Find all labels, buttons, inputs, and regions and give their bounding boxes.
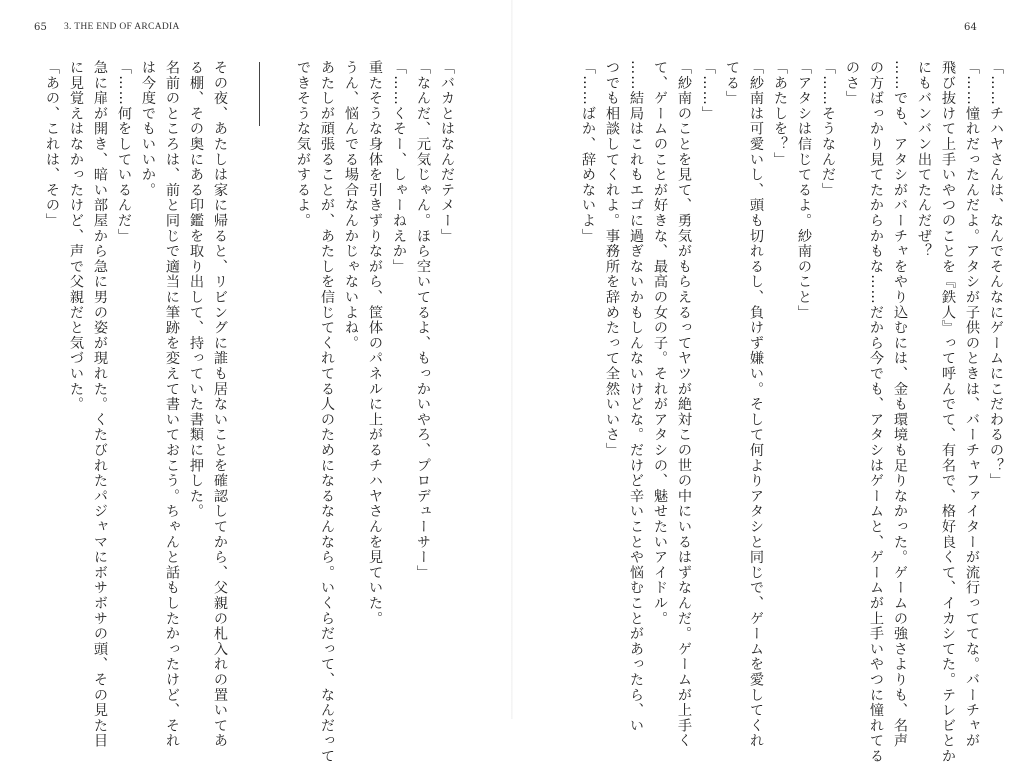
text-line: つでも相談してくれよ。事務所を辞めたって全然いいさ」: [604, 60, 620, 458]
text-line: その夜、あたしは家に帰ると、リビングに誰も居ないことを確認してから、父親の札入れの置いてあ: [212, 60, 228, 749]
text-line: に見覚えはなかったけど、声で父親だと気づいた。: [68, 60, 84, 412]
section-break-rule: [259, 62, 260, 126]
text-line: 「……憧れだったんだよ。アタシが子供のときは、バーチャファイターが流行っててな。バーチャが: [964, 60, 980, 749]
text-line: 「あたしを？」: [772, 60, 788, 168]
text-line: は今度でもいいか。: [140, 60, 156, 198]
page-number-left: 65: [34, 22, 48, 33]
text-line: 「バカとはなんだテメー」: [439, 60, 455, 244]
text-block-arcade-scene: [284, 60, 459, 764]
text-line: 「……そうなんだ」: [820, 60, 836, 198]
text-line: できそうな気がするよ。: [295, 60, 311, 229]
text-line: 「なんだ、元気じゃん。ほら空いてるよ、もっかいやろ、プロデューサー」: [415, 60, 431, 581]
text-line: 「あの、これは、その」: [44, 60, 60, 229]
text-line: 「……チハヤさんは、なんでそんなにゲームにこだわるの？」: [988, 60, 1004, 489]
text-line: にもバンバン出てたんだぜ？: [916, 60, 932, 259]
text-line: 「……くそー、しゃーねえか」: [391, 60, 407, 275]
text-line: て、ゲームのことが好きな、最高の女の子。それがアタシの、魅せたいアイドル。: [652, 60, 668, 627]
text-line: てる」: [724, 60, 740, 106]
text-line: うん、悩んでる場合なんかじゃないよね。: [343, 60, 359, 351]
text-line: 飛び抜けて上手いやつのことを『鉄人』って呼んでて、有名で、格好良くて、イカシてた。テレビとか: [940, 60, 956, 764]
right-page: [512, 0, 1024, 764]
text-line: ……結局はこれもエゴに過ぎないかもしんないけどな。だけど辛いことや悩むことがあったら、い: [628, 60, 644, 734]
text-line: 「アタシは信じてるよ。紗南のこと」: [796, 60, 812, 321]
text-block-night-scene: [36, 60, 232, 749]
page-number-right: 64: [964, 22, 978, 33]
text-line: る棚、その奥にある印鑑を取り出して、持っていた書類に押した。: [188, 60, 204, 519]
text-line: 急に扉が開き、暗い部屋から急に男の姿が現れた。くたびれたパジャマにボサボサの頭、その見た目: [92, 60, 108, 749]
text-line: 「……ばか、辞めないよ」: [580, 60, 596, 244]
text-line: 名前のところは、前と同じで適当に筆跡を変えて書いておこう。ちゃんと話もしたかったけど、それ: [164, 60, 180, 749]
running-header: 3. THE END OF ARCADIA: [64, 22, 180, 32]
text-block-dialogue: [576, 60, 1008, 764]
text-line: のさ」: [844, 60, 860, 106]
text-line: 「紗南のことを見て、勇気がもらえるってヤツが絶対この世の中にいるはずなんだ。ゲームが上手く: [676, 60, 692, 749]
text-line: あたしが頑張ることが、あたしを信じてくれてる人のためになるなんなら。いくらだって、なんだって: [319, 60, 335, 764]
text-line: 「紗南は可愛いし、頭も切れるし、負けず嫌い。そして何よりアタシと同じで、ゲームを愛してくれ: [748, 60, 764, 749]
text-line: 「……」: [700, 60, 716, 122]
text-line: 「……何をしているんだ」: [116, 60, 132, 244]
text-line: の方ばっかり見てたからかもな……だから今でも、アタシはゲームと、ゲームが上手いやつに憧れてる: [868, 60, 884, 764]
text-line: ……でも、アタシがバーチャをやり込むには、金も環境も足りなかった。ゲームの強さよりも、名声: [892, 60, 908, 749]
text-line: 重たそうな身体を引きずりながら、筐体のパネルに上がるチハヤさんを見ていた。: [367, 60, 383, 627]
